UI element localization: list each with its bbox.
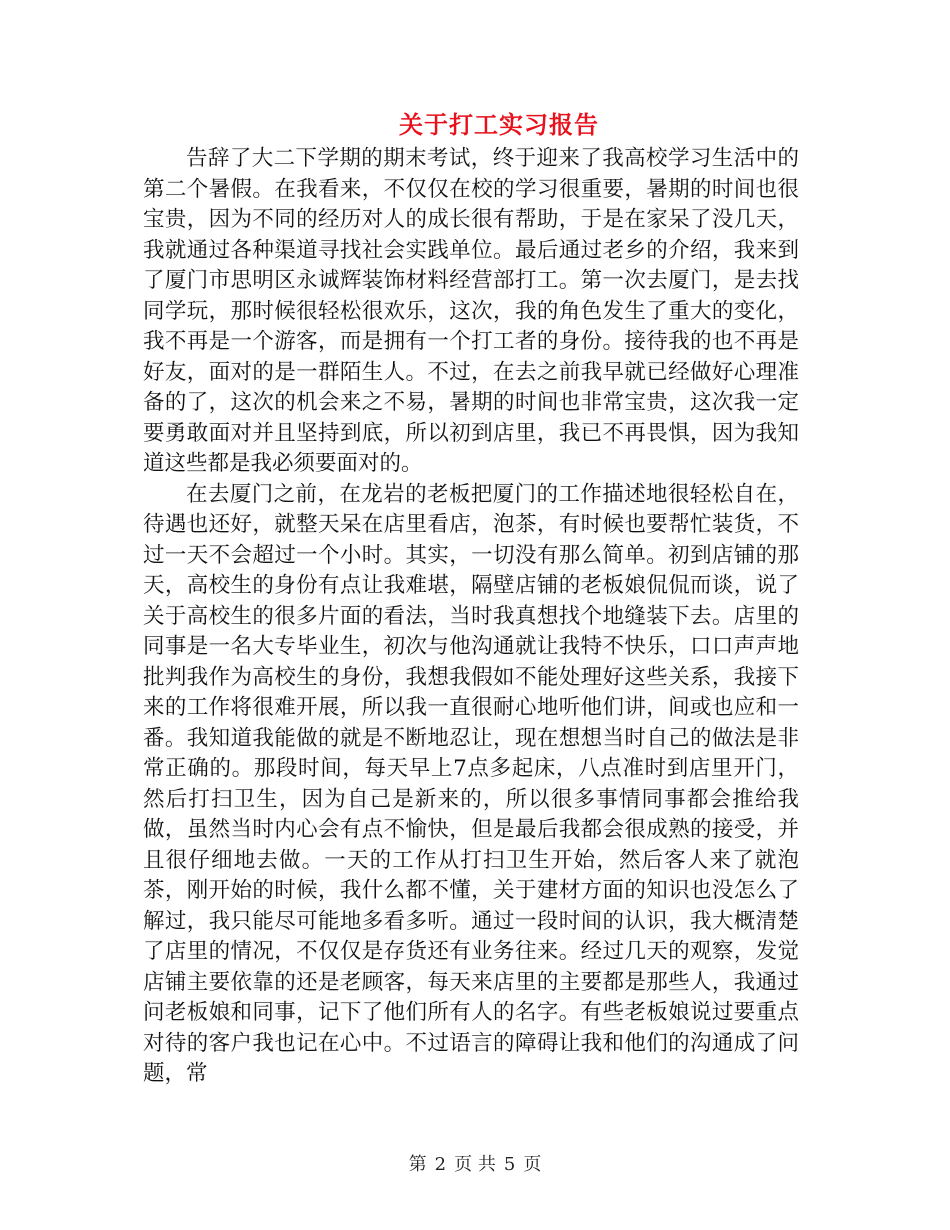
paragraph-2: 在去厦门之前，在龙岩的老板把厦门的工作描述地很轻松自在，待遇也还好，就整天呆在店里看店，泡茶，有时候也要帮忙装货，不过一天不会超过一个小时。其实，一切没有那么简单。初到店铺的那天，高校生的身份有点让我难堪，隔壁店铺的老板娘侃侃而谈，说了关于高校生的很多片面的看法，当时我真想找个地缝装下去。店里的同事是一名大专毕业生，初次与他沟通就让我特不快乐，口口声声地批判我作为高校生的身份，我想我假如不能处理好这些关系，我接下来的工作将很难开展，所以我一直很耐心地听他们讲，间或也应和一番。我知道我能做的就是不断地忍让，现在想想当时自己的做法是非常正确的。那段时间，每天早上7点多起床，八点准时到店里开门，然后打扫卫生，因为自己是新来的，所以很多事情同事都会推给我做，虽然当时内心会有点不愉快，但是最后我都会很成熟的接受，并且很仔细地去做。一天的工作从打扫卫生开始，然后客人来了就泡茶，刚开始的时候，我什么都不懂，关于建材方面的知识也没怎么了解过，我只能尽可能地多看多听。通过一段时间的认识，我大概清楚了店里的情况，不仅仅是存货还有业务往来。经过几天的观察，发觉店铺主要依靠的还是老顾客，每天来店里的主要都是那些人，我通过问老板娘和同事，记下了他们所有人的名字。有些老板娘说过要重点对待的客户我也记在心中。不过语言的障碍让我和他们的沟通成了问题，常 xyxy=(143,481,799,1086)
footer-prefix: 第 xyxy=(408,1154,427,1175)
document-title: 关于打工实习报告 xyxy=(399,110,599,139)
document-body xyxy=(143,144,799,1090)
page-footer xyxy=(0,1152,950,1178)
footer-current-page: 2 xyxy=(434,1154,447,1175)
footer-suffix: 页 xyxy=(523,1154,542,1175)
paragraph-1: 告辞了大二下学期的期末考试，终于迎来了我高校学习生活中的第二个暑假。在我看来，不仅仅在校的学习很重要，暑期的时间也很宝贵，因为不同的经历对人的成长很有帮助，于是在家呆了没几天，我就通过各种渠道寻找社会实践单位。最后通过老乡的介绍，我来到了厦门市思明区永诚辉装饰材料经营部打工。第一次去厦门，是去找同学玩，那时候很轻松很欢乐，这次，我的角色发生了重大的变化，我不再是一个游客，而是拥有一个打工者的身份。接待我的也不再是好友，面对的是一群陌生人。不过，在去之前我早就已经做好心理准备的了，这次的机会来之不易，暑期的时间也非常宝贵，这次我一定要勇敢面对并且坚持到底，所以初到店里，我已不再畏惧，因为我知道这些都是我必须要面对的。 xyxy=(143,146,799,476)
footer-total-pages: 5 xyxy=(503,1154,516,1175)
footer-middle: 页 共 xyxy=(454,1154,496,1175)
